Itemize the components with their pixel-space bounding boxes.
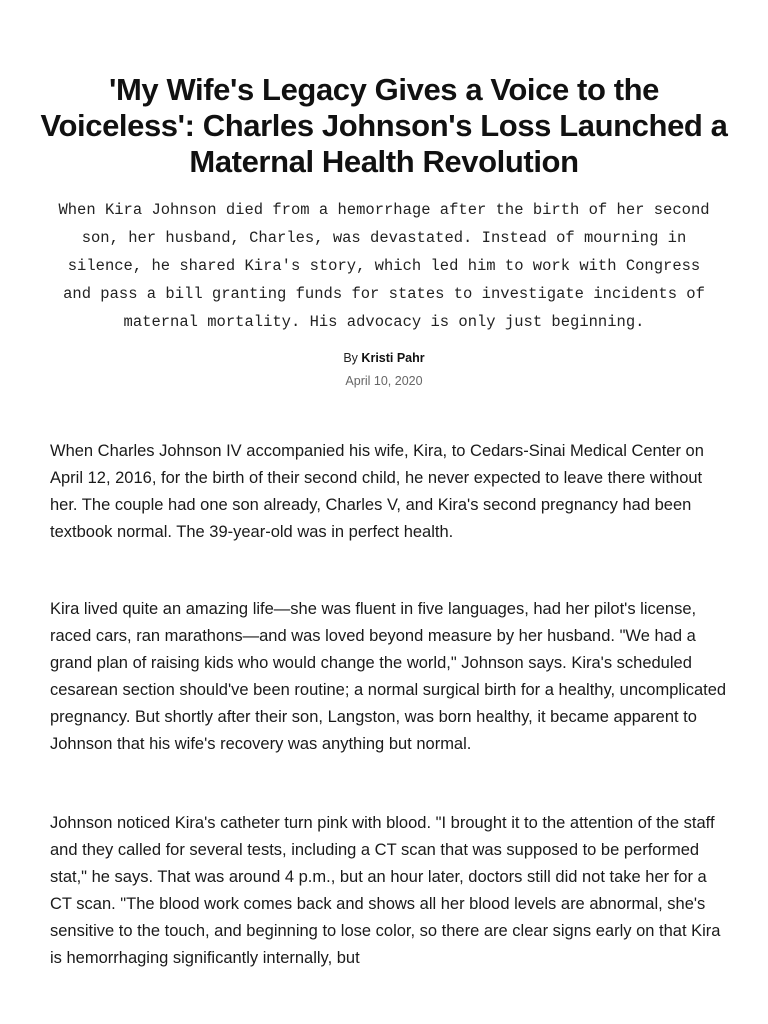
byline-prefix: By (343, 351, 358, 365)
publish-date: April 10, 2020 (345, 374, 423, 388)
body-paragraph: Kira lived quite an amazing life—she was fluent in five languages, had her pilot's license, raced cars, ran marathons—and was loved beyond measure by her husband. "We had a grand plan of raising kids who would change the world," Johnson says. Kira's scheduled cesarean section should've been routine; a normal surgical birth for a healthy, uncomplicated pregnancy. But shortly after their son, Langston, was born healthy, it became apparent to Johnson that his wife's recovery was anything but normal. (50, 600, 727, 753)
body-paragraph: When Charles Johnson IV accompanied his wife, Kira, to Cedars-Sinai Medical Center on April 12, 2016, for the birth of their second child, he never expected to leave there without her. The couple had one son already, Charles V, and Kira's second pregnancy had been textbook normal. The 39-year-old was in perfect health. (50, 442, 704, 541)
article-headline: 'My Wife's Legacy Gives a Voice to the Voiceless': Charles Johnson's Loss Launched a Maternal Health Revolution (40, 72, 728, 179)
body-paragraph: Johnson noticed Kira's catheter turn pink with blood. "I brought it to the attention of the staff and they called for several tests, including a CT scan that was supposed to be performed stat," he says. That was around 4 p.m., but an hour later, doctors still did not take her for a CT scan. "The blood work comes back and shows all her blood levels are abnormal, she's sensitive to the touch, and beginning to lose color, so there are clear signs early on that Kira is hemorrhaging significantly internally, but (50, 814, 721, 967)
author-link[interactable]: Kristi Pahr (361, 351, 425, 365)
article-dek: When Kira Johnson died from a hemorrhage after the birth of her second son, her husband, Charles, was devastated. Instead of mourning in silence, he shared Kira's story, which led him to work with Congress and pass a bill granting funds for states to investigate incidents of maternal mortality. His advocacy is only just beginning. (58, 201, 710, 331)
byline (0, 350, 768, 366)
